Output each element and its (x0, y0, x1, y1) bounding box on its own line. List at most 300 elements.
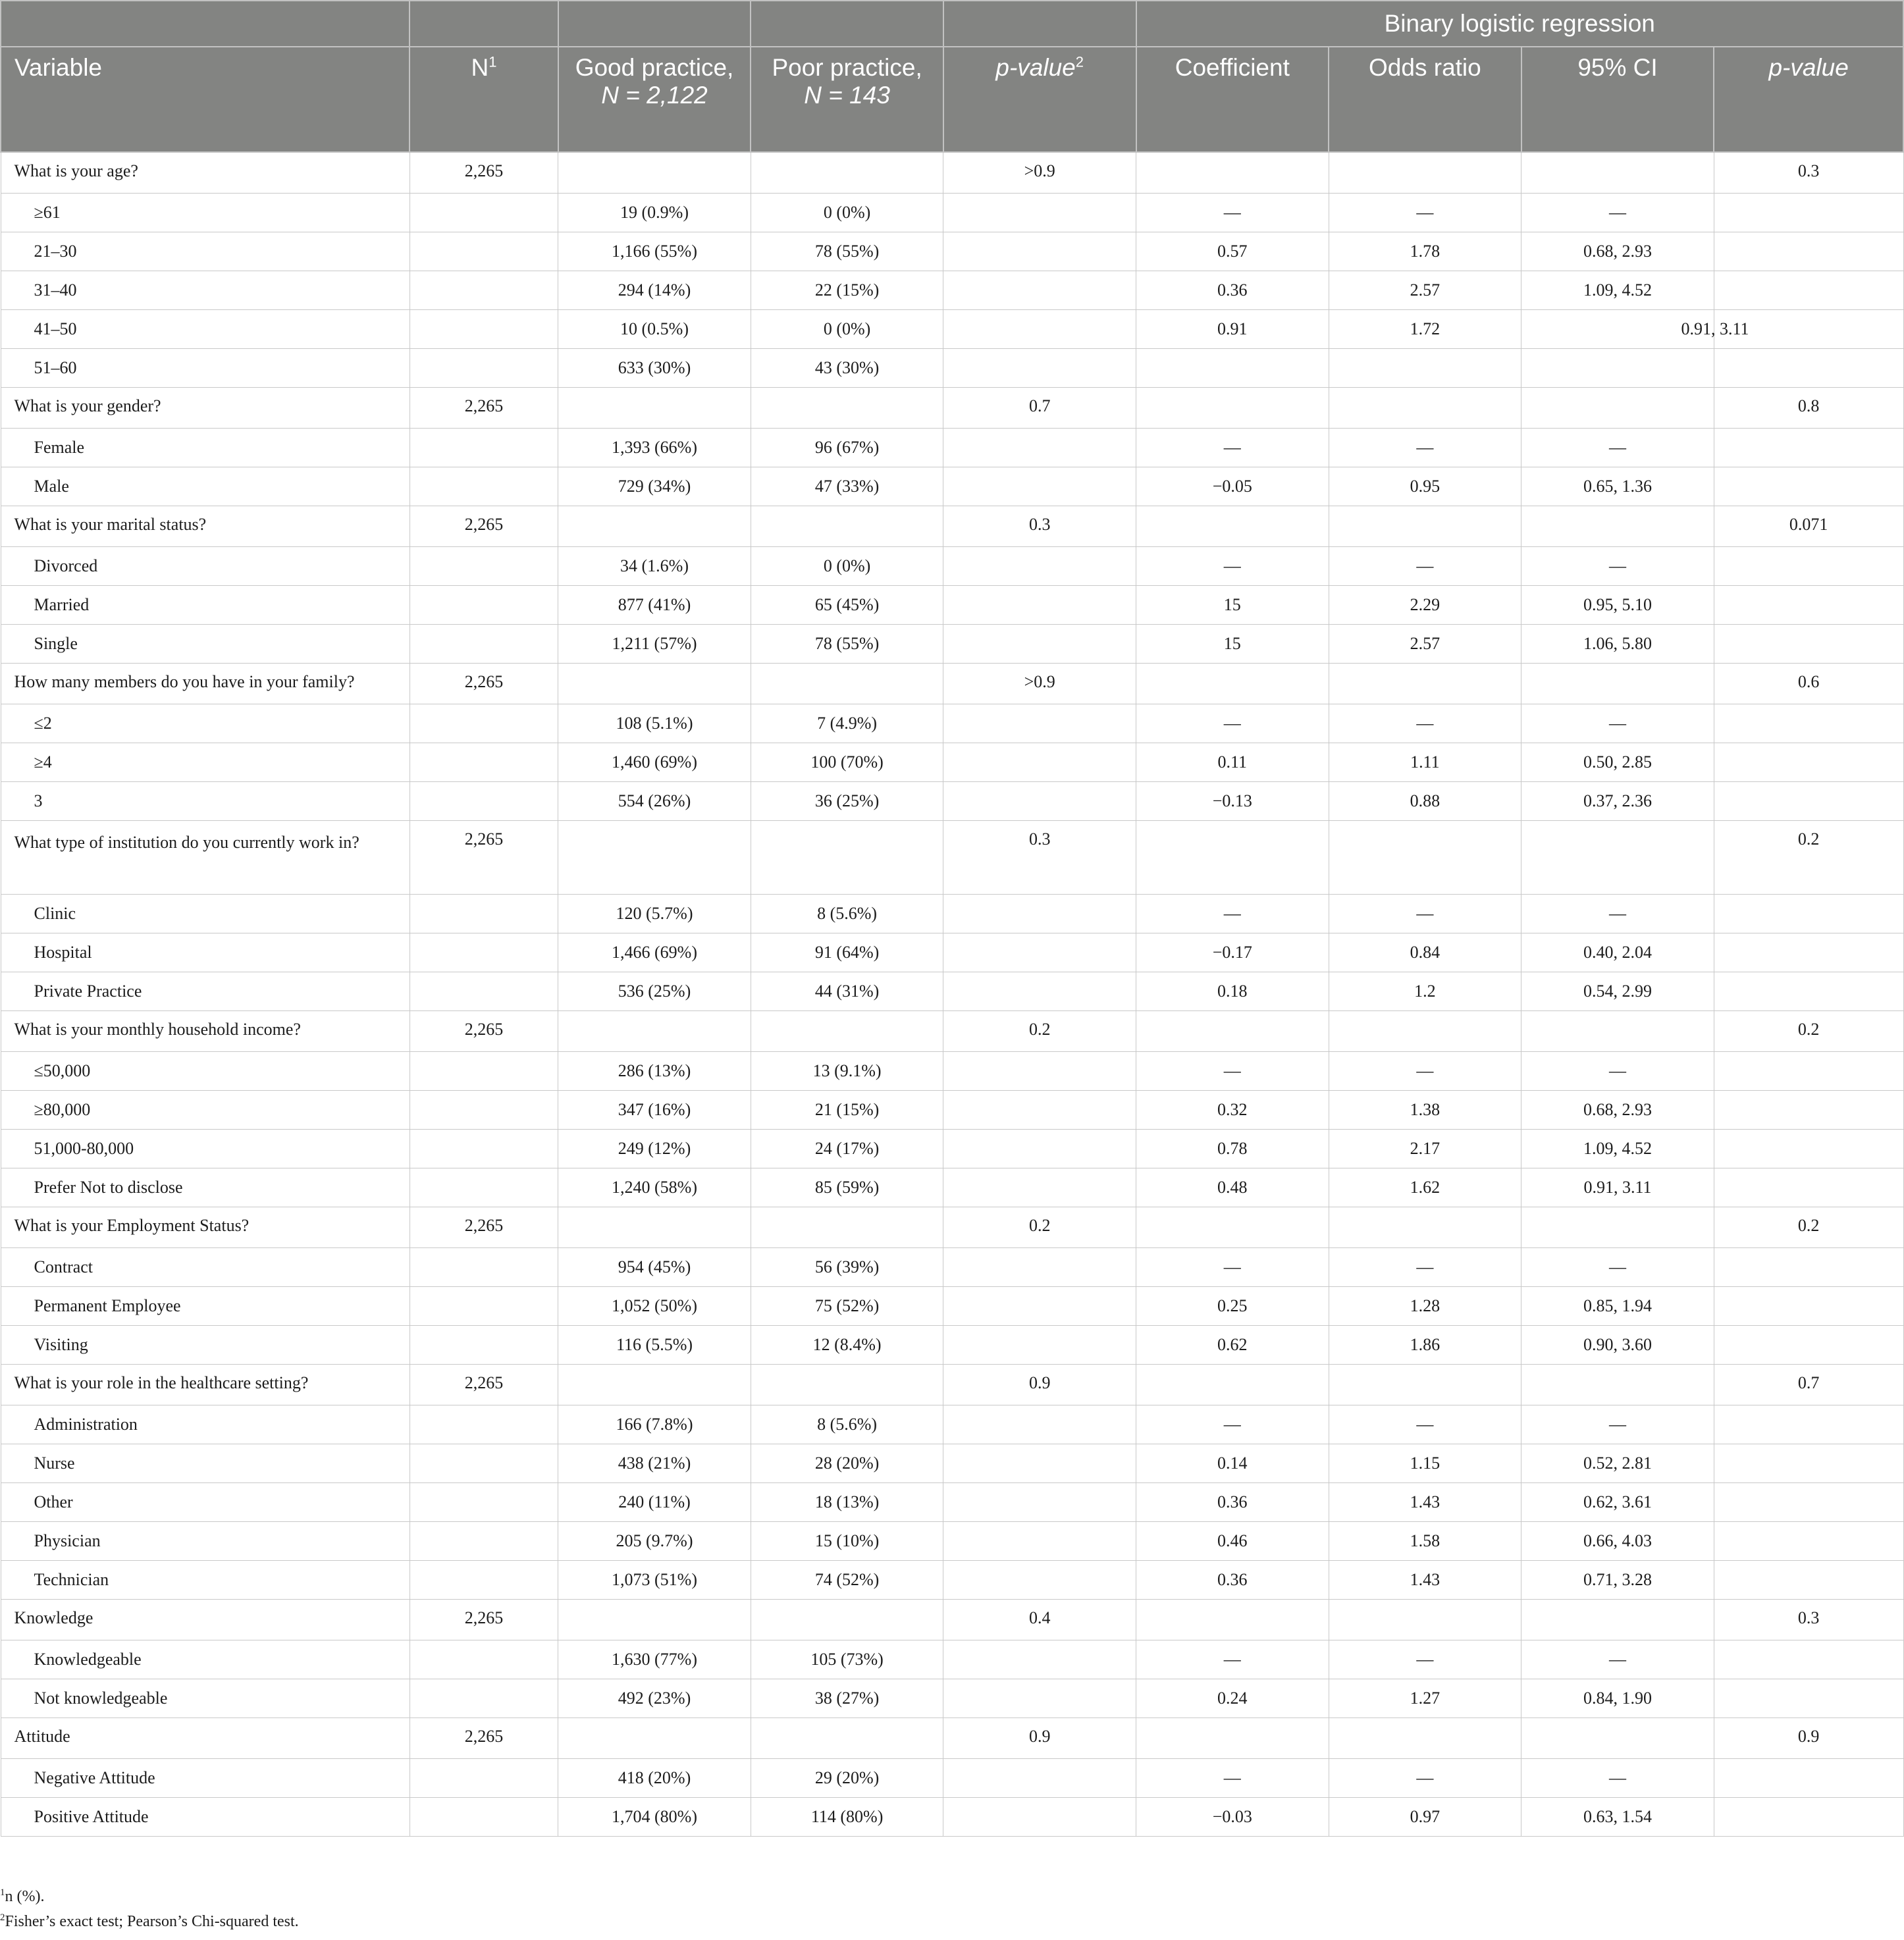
cell-variable: Positive Attitude (1, 1798, 410, 1837)
cell-n (410, 895, 558, 933)
cell-good-practice (558, 664, 751, 704)
cell-variable: What is your monthly household income? (1, 1011, 410, 1052)
cell-variable: What is your marital status? (1, 506, 410, 547)
cell-coefficient: −0.05 (1136, 467, 1329, 506)
level-row (1, 1052, 1903, 1091)
level-row (1, 1679, 1903, 1718)
cell-coefficient: 0.46 (1136, 1522, 1329, 1561)
cell-n (410, 782, 558, 821)
cell-odds-ratio: 1.86 (1329, 1326, 1521, 1365)
cell-n (410, 1483, 558, 1522)
cell-poor-practice: 24 (17%) (751, 1130, 943, 1168)
cell-odds-ratio: 1.58 (1329, 1522, 1521, 1561)
cell-good-practice: 877 (41%) (558, 586, 751, 625)
cell-odds-ratio (1329, 664, 1521, 704)
cell-odds-ratio (1329, 1365, 1521, 1405)
cell-coefficient (1136, 1011, 1329, 1052)
cell-p-value (943, 1130, 1136, 1168)
cell-variable: 21–30 (1, 232, 410, 271)
cell-95-ci: 0.71, 3.28 (1521, 1561, 1714, 1600)
level-row (1, 547, 1903, 586)
cell-good-practice: 205 (9.7%) (558, 1522, 751, 1561)
level-row (1, 194, 1903, 232)
cell-p-value: 0.9 (943, 1718, 1136, 1759)
cell-coefficient: — (1136, 429, 1329, 467)
cell-variable: Private Practice (1, 972, 410, 1011)
cell-poor-practice: 12 (8.4%) (751, 1326, 943, 1365)
variable-row (1, 1207, 1903, 1248)
level-row (1, 1522, 1903, 1561)
cell-odds-ratio: 0.97 (1329, 1798, 1521, 1837)
cell-variable: Single (1, 625, 410, 664)
cell-95-ci: — (1521, 895, 1714, 933)
cell-odds-ratio (1329, 1718, 1521, 1759)
cell-regression-p-value: 0.8 (1714, 388, 1903, 429)
cell-95-ci: 0.84, 1.90 (1521, 1679, 1714, 1718)
cell-n (410, 1130, 558, 1168)
cell-variable: ≥61 (1, 194, 410, 232)
variable-row (1, 1365, 1903, 1405)
cell-p-value (943, 1759, 1136, 1798)
cell-odds-ratio (1329, 1011, 1521, 1052)
variable-row (1, 388, 1903, 429)
cell-poor-practice (751, 1365, 943, 1405)
cell-95-ci (1521, 349, 1714, 388)
cell-variable: ≤50,000 (1, 1052, 410, 1091)
cell-p-value (943, 625, 1136, 664)
cell-coefficient (1136, 821, 1329, 895)
cell-coefficient: — (1136, 895, 1329, 933)
level-row (1, 1091, 1903, 1130)
cell-coefficient (1136, 1365, 1329, 1405)
cell-regression-p-value (1714, 1168, 1903, 1207)
cell-regression-p-value: 0.6 (1714, 664, 1903, 704)
cell-odds-ratio: 1.27 (1329, 1679, 1521, 1718)
cell-poor-practice (751, 1207, 943, 1248)
level-row (1, 1640, 1903, 1679)
cell-good-practice: 954 (45%) (558, 1248, 751, 1287)
cell-n (410, 1287, 558, 1326)
cell-95-ci: — (1521, 1759, 1714, 1798)
cell-poor-practice: 7 (4.9%) (751, 704, 943, 743)
cell-poor-practice: 28 (20%) (751, 1444, 943, 1483)
cell-95-ci: 1.09, 4.52 (1521, 271, 1714, 310)
cell-p-value: >0.9 (943, 664, 1136, 704)
cell-poor-practice (751, 1011, 943, 1052)
level-row (1, 586, 1903, 625)
cell-poor-practice: 114 (80%) (751, 1798, 943, 1837)
cell-coefficient: −0.17 (1136, 933, 1329, 972)
header-blank-cell (751, 1, 943, 47)
level-row (1, 310, 1903, 349)
cell-95-ci: 0.52, 2.81 (1521, 1444, 1714, 1483)
cell-poor-practice: 21 (15%) (751, 1091, 943, 1130)
cell-coefficient (1136, 1718, 1329, 1759)
cell-p-value (943, 1326, 1136, 1365)
header-95-ci: 95% CI (1521, 47, 1714, 152)
cell-regression-p-value (1714, 704, 1903, 743)
cell-coefficient: 0.48 (1136, 1168, 1329, 1207)
cell-95-ci (1521, 506, 1714, 547)
cell-odds-ratio: 2.57 (1329, 271, 1521, 310)
header-columns-row (1, 47, 1903, 152)
cell-good-practice (558, 1718, 751, 1759)
cell-good-practice: 347 (16%) (558, 1091, 751, 1130)
cell-poor-practice: 74 (52%) (751, 1561, 943, 1600)
header-regression-p-value (1714, 47, 1903, 152)
cell-n (410, 704, 558, 743)
cell-good-practice: 19 (0.9%) (558, 194, 751, 232)
cell-regression-p-value (1714, 547, 1903, 586)
cell-95-ci: — (1521, 704, 1714, 743)
cell-95-ci: — (1521, 1405, 1714, 1444)
cell-p-value (943, 586, 1136, 625)
cell-coefficient (1136, 1207, 1329, 1248)
cell-odds-ratio: 1.38 (1329, 1091, 1521, 1130)
cell-poor-practice: 36 (25%) (751, 782, 943, 821)
cell-coefficient: — (1136, 1405, 1329, 1444)
cell-variable: How many members do you have in your family? (1, 664, 410, 704)
cell-95-ci (1521, 310, 1749, 349)
cell-n: 2,265 (410, 1011, 558, 1052)
cell-n (410, 1679, 558, 1718)
cell-good-practice: 554 (26%) (558, 782, 751, 821)
footnote-2 (0, 1909, 299, 1934)
cell-n (410, 1091, 558, 1130)
level-row (1, 232, 1903, 271)
cell-n (410, 1326, 558, 1365)
cell-95-ci (1521, 1365, 1714, 1405)
cell-variable: Permanent Employee (1, 1287, 410, 1326)
cell-good-practice: 166 (7.8%) (558, 1405, 751, 1444)
level-row (1, 1168, 1903, 1207)
cell-coefficient: — (1136, 1248, 1329, 1287)
variable-row (1, 152, 1903, 194)
cell-good-practice: 438 (21%) (558, 1444, 751, 1483)
cell-good-practice (558, 1365, 751, 1405)
cell-variable: ≥80,000 (1, 1091, 410, 1130)
cell-odds-ratio: 0.84 (1329, 933, 1521, 972)
cell-variable: Hospital (1, 933, 410, 972)
cell-good-practice: 1,704 (80%) (558, 1798, 751, 1837)
cell-good-practice: 240 (11%) (558, 1483, 751, 1522)
level-row (1, 895, 1903, 933)
cell-p-value (943, 743, 1136, 782)
footnote-1 (0, 1884, 299, 1909)
level-row (1, 782, 1903, 821)
cell-n: 2,265 (410, 1600, 558, 1640)
cell-coefficient: 0.36 (1136, 271, 1329, 310)
cell-poor-practice: 0 (0%) (751, 194, 943, 232)
cell-poor-practice: 65 (45%) (751, 586, 943, 625)
cell-n (410, 586, 558, 625)
cell-95-ci: 0.65, 1.36 (1521, 467, 1714, 506)
cell-n (410, 232, 558, 271)
cell-p-value (943, 271, 1136, 310)
cell-p-value (943, 704, 1136, 743)
cell-good-practice (558, 1207, 751, 1248)
cell-regression-p-value: 0.2 (1714, 821, 1903, 895)
level-row (1, 1798, 1903, 1837)
header-odds-ratio: Odds ratio (1329, 47, 1521, 152)
cell-good-practice (558, 821, 751, 895)
cell-variable: Prefer Not to disclose (1, 1168, 410, 1207)
header-p-value-footnote-mark: 2 (1075, 53, 1084, 70)
level-row (1, 1561, 1903, 1600)
cell-poor-practice: 8 (5.6%) (751, 1405, 943, 1444)
cell-n (410, 1405, 558, 1444)
cell-p-value (943, 310, 1136, 349)
level-row (1, 1248, 1903, 1287)
cell-good-practice: 1,393 (66%) (558, 429, 751, 467)
cell-regression-p-value (1714, 349, 1903, 388)
cell-odds-ratio: 1.62 (1329, 1168, 1521, 1207)
cell-p-value (943, 349, 1136, 388)
cell-good-practice (558, 1600, 751, 1640)
cell-coefficient: 0.36 (1136, 1561, 1329, 1600)
cell-n: 2,265 (410, 1718, 558, 1759)
cell-good-practice: 1,466 (69%) (558, 933, 751, 972)
footnote-2-text: Fisher’s exact test; Pearson’s Chi-squared test. (5, 1913, 299, 1930)
level-row (1, 625, 1903, 664)
cell-poor-practice: 0 (0%) (751, 310, 943, 349)
cell-p-value (943, 1091, 1136, 1130)
cell-poor-practice: 38 (27%) (751, 1679, 943, 1718)
cell-coefficient: 0.62 (1136, 1326, 1329, 1365)
cell-variable: Administration (1, 1405, 410, 1444)
variable-row (1, 664, 1903, 704)
cell-regression-p-value (1714, 194, 1903, 232)
cell-poor-practice: 15 (10%) (751, 1522, 943, 1561)
cell-poor-practice: 13 (9.1%) (751, 1052, 943, 1091)
cell-95-ci: 0.62, 3.61 (1521, 1483, 1714, 1522)
cell-regression-p-value: 0.071 (1714, 506, 1903, 547)
cell-poor-practice: 29 (20%) (751, 1759, 943, 1798)
cell-n (410, 1052, 558, 1091)
cell-regression-p-value (1714, 782, 1903, 821)
cell-good-practice: 1,166 (55%) (558, 232, 751, 271)
cell-variable: 51,000-80,000 (1, 1130, 410, 1168)
header-group-row (1, 1, 1903, 47)
cell-p-value: >0.9 (943, 152, 1136, 194)
footnote-2-mark: 2 (0, 1912, 5, 1923)
cell-variable: What is your gender? (1, 388, 410, 429)
cell-odds-ratio: 2.29 (1329, 586, 1521, 625)
cell-n: 2,265 (410, 1207, 558, 1248)
cell-p-value (943, 429, 1136, 467)
header-poor-practice-n: N = 143 (804, 82, 890, 109)
cell-regression-p-value (1714, 895, 1903, 933)
cell-95-ci (1521, 1600, 1714, 1640)
cell-good-practice: 1,240 (58%) (558, 1168, 751, 1207)
cell-p-value (943, 1287, 1136, 1326)
cell-n (410, 1561, 558, 1600)
cell-good-practice: 120 (5.7%) (558, 895, 751, 933)
level-row (1, 1326, 1903, 1365)
cell-regression-p-value: 0.2 (1714, 1011, 1903, 1052)
cell-variable: What type of institution do you currently work in? (1, 821, 410, 895)
level-row (1, 271, 1903, 310)
cell-regression-p-value: 0.9 (1714, 1718, 1903, 1759)
header-p-value (943, 47, 1136, 152)
cell-variable: Knowledge (1, 1600, 410, 1640)
cell-n: 2,265 (410, 821, 558, 895)
level-row (1, 467, 1903, 506)
variable-row (1, 1600, 1903, 1640)
cell-odds-ratio: 2.57 (1329, 625, 1521, 664)
cell-poor-practice (751, 1718, 943, 1759)
cell-odds-ratio (1329, 152, 1521, 194)
cell-odds-ratio (1329, 1600, 1521, 1640)
cell-n (410, 1168, 558, 1207)
cell-poor-practice: 22 (15%) (751, 271, 943, 310)
cell-coefficient: 0.14 (1136, 1444, 1329, 1483)
cell-poor-practice: 18 (13%) (751, 1483, 943, 1522)
cell-coefficient: 0.91 (1136, 310, 1329, 349)
cell-good-practice: 1,460 (69%) (558, 743, 751, 782)
cell-coefficient: 15 (1136, 625, 1329, 664)
cell-good-practice: 633 (30%) (558, 349, 751, 388)
cell-coefficient: — (1136, 1052, 1329, 1091)
cell-coefficient (1136, 388, 1329, 429)
cell-95-ci (1521, 1718, 1714, 1759)
cell-odds-ratio: — (1329, 429, 1521, 467)
cell-coefficient (1136, 506, 1329, 547)
cell-variable: Nurse (1, 1444, 410, 1483)
cell-95-ci: — (1521, 429, 1714, 467)
level-row (1, 349, 1903, 388)
cell-p-value (943, 1561, 1136, 1600)
cell-variable: Clinic (1, 895, 410, 933)
cell-good-practice (558, 506, 751, 547)
cell-variable: What is your Employment Status? (1, 1207, 410, 1248)
cell-regression-p-value (1714, 232, 1903, 271)
cell-good-practice: 492 (23%) (558, 1679, 751, 1718)
cell-p-value (943, 933, 1136, 972)
cell-n (410, 933, 558, 972)
cell-p-value: 0.9 (943, 1365, 1136, 1405)
cell-good-practice: 116 (5.5%) (558, 1326, 751, 1365)
cell-n (410, 1522, 558, 1561)
cell-good-practice: 536 (25%) (558, 972, 751, 1011)
cell-variable: 3 (1, 782, 410, 821)
level-row (1, 429, 1903, 467)
cell-regression-p-value (1714, 1561, 1903, 1600)
cell-regression-p-value: 0.7 (1714, 1365, 1903, 1405)
footnote-1-text: n (%). (5, 1888, 45, 1905)
header-good-practice (558, 47, 751, 152)
cell-good-practice (558, 388, 751, 429)
cell-odds-ratio: — (1329, 1405, 1521, 1444)
cell-p-value (943, 1522, 1136, 1561)
cell-coefficient: 0.18 (1136, 972, 1329, 1011)
cell-n (410, 1248, 558, 1287)
cell-p-value (943, 1679, 1136, 1718)
cell-95-ci: 1.06, 5.80 (1521, 625, 1714, 664)
cell-n (410, 310, 558, 349)
cell-p-value: 0.2 (943, 1011, 1136, 1052)
cell-poor-practice (751, 821, 943, 895)
cell-p-value (943, 782, 1136, 821)
cell-95-ci: 0.63, 1.54 (1521, 1798, 1714, 1837)
header-variable: Variable (1, 47, 410, 152)
level-row (1, 704, 1903, 743)
header-good-practice-n: N = 2,122 (601, 82, 708, 109)
cell-good-practice: 286 (13%) (558, 1052, 751, 1091)
cell-coefficient (1136, 152, 1329, 194)
cell-95-ci: — (1521, 1052, 1714, 1091)
cell-odds-ratio: 1.43 (1329, 1561, 1521, 1600)
cell-good-practice: 418 (20%) (558, 1759, 751, 1798)
cell-poor-practice: 75 (52%) (751, 1287, 943, 1326)
cell-coefficient: −0.13 (1136, 782, 1329, 821)
level-row (1, 1287, 1903, 1326)
cell-good-practice: 729 (34%) (558, 467, 751, 506)
cell-poor-practice (751, 152, 943, 194)
cell-odds-ratio (1329, 1207, 1521, 1248)
cell-n (410, 547, 558, 586)
cell-n (410, 743, 558, 782)
cell-95-ci: 0.54, 2.99 (1521, 972, 1714, 1011)
header-good-practice-label: Good practice, (575, 54, 734, 81)
level-row (1, 933, 1903, 972)
cell-poor-practice: 44 (31%) (751, 972, 943, 1011)
cell-n (410, 1798, 558, 1837)
cell-odds-ratio: — (1329, 1640, 1521, 1679)
cell-n (410, 1444, 558, 1483)
cell-odds-ratio: 1.15 (1329, 1444, 1521, 1483)
cell-odds-ratio: — (1329, 704, 1521, 743)
cell-poor-practice (751, 506, 943, 547)
cell-variable: ≤2 (1, 704, 410, 743)
cell-regression-p-value: 0.3 (1714, 1600, 1903, 1640)
cell-regression-p-value (1714, 1483, 1903, 1522)
cell-95-ci: 0.68, 2.93 (1521, 1091, 1714, 1130)
cell-odds-ratio: — (1329, 1759, 1521, 1798)
cell-variable: Male (1, 467, 410, 506)
cell-p-value (943, 1052, 1136, 1091)
cell-good-practice: 294 (14%) (558, 271, 751, 310)
cell-good-practice: 249 (12%) (558, 1130, 751, 1168)
cell-good-practice: 1,211 (57%) (558, 625, 751, 664)
cell-95-ci (1521, 1207, 1714, 1248)
cell-n (410, 349, 558, 388)
cell-coefficient: 0.24 (1136, 1679, 1329, 1718)
cell-coefficient: — (1136, 194, 1329, 232)
cell-regression-p-value (1714, 933, 1903, 972)
cell-good-practice: 1,052 (50%) (558, 1287, 751, 1326)
cell-regression-p-value: 0.3 (1714, 152, 1903, 194)
cell-p-value: 0.7 (943, 388, 1136, 429)
header-coefficient: Coefficient (1136, 47, 1329, 152)
cell-p-value (943, 1405, 1136, 1444)
cell-poor-practice: 47 (33%) (751, 467, 943, 506)
cell-poor-practice (751, 1600, 943, 1640)
cell-odds-ratio: — (1329, 1052, 1521, 1091)
cell-variable: Not knowledgeable (1, 1679, 410, 1718)
table-header (1, 1, 1903, 152)
cell-good-practice: 10 (0.5%) (558, 310, 751, 349)
variable-row (1, 1011, 1903, 1052)
cell-variable: 51–60 (1, 349, 410, 388)
cell-odds-ratio (1329, 388, 1521, 429)
cell-n (410, 429, 558, 467)
header-poor-practice-label: Poor practice, (772, 54, 922, 81)
cell-regression-p-value (1714, 1522, 1903, 1561)
cell-p-value: 0.3 (943, 821, 1136, 895)
cell-variable: Divorced (1, 547, 410, 586)
cell-good-practice: 34 (1.6%) (558, 547, 751, 586)
